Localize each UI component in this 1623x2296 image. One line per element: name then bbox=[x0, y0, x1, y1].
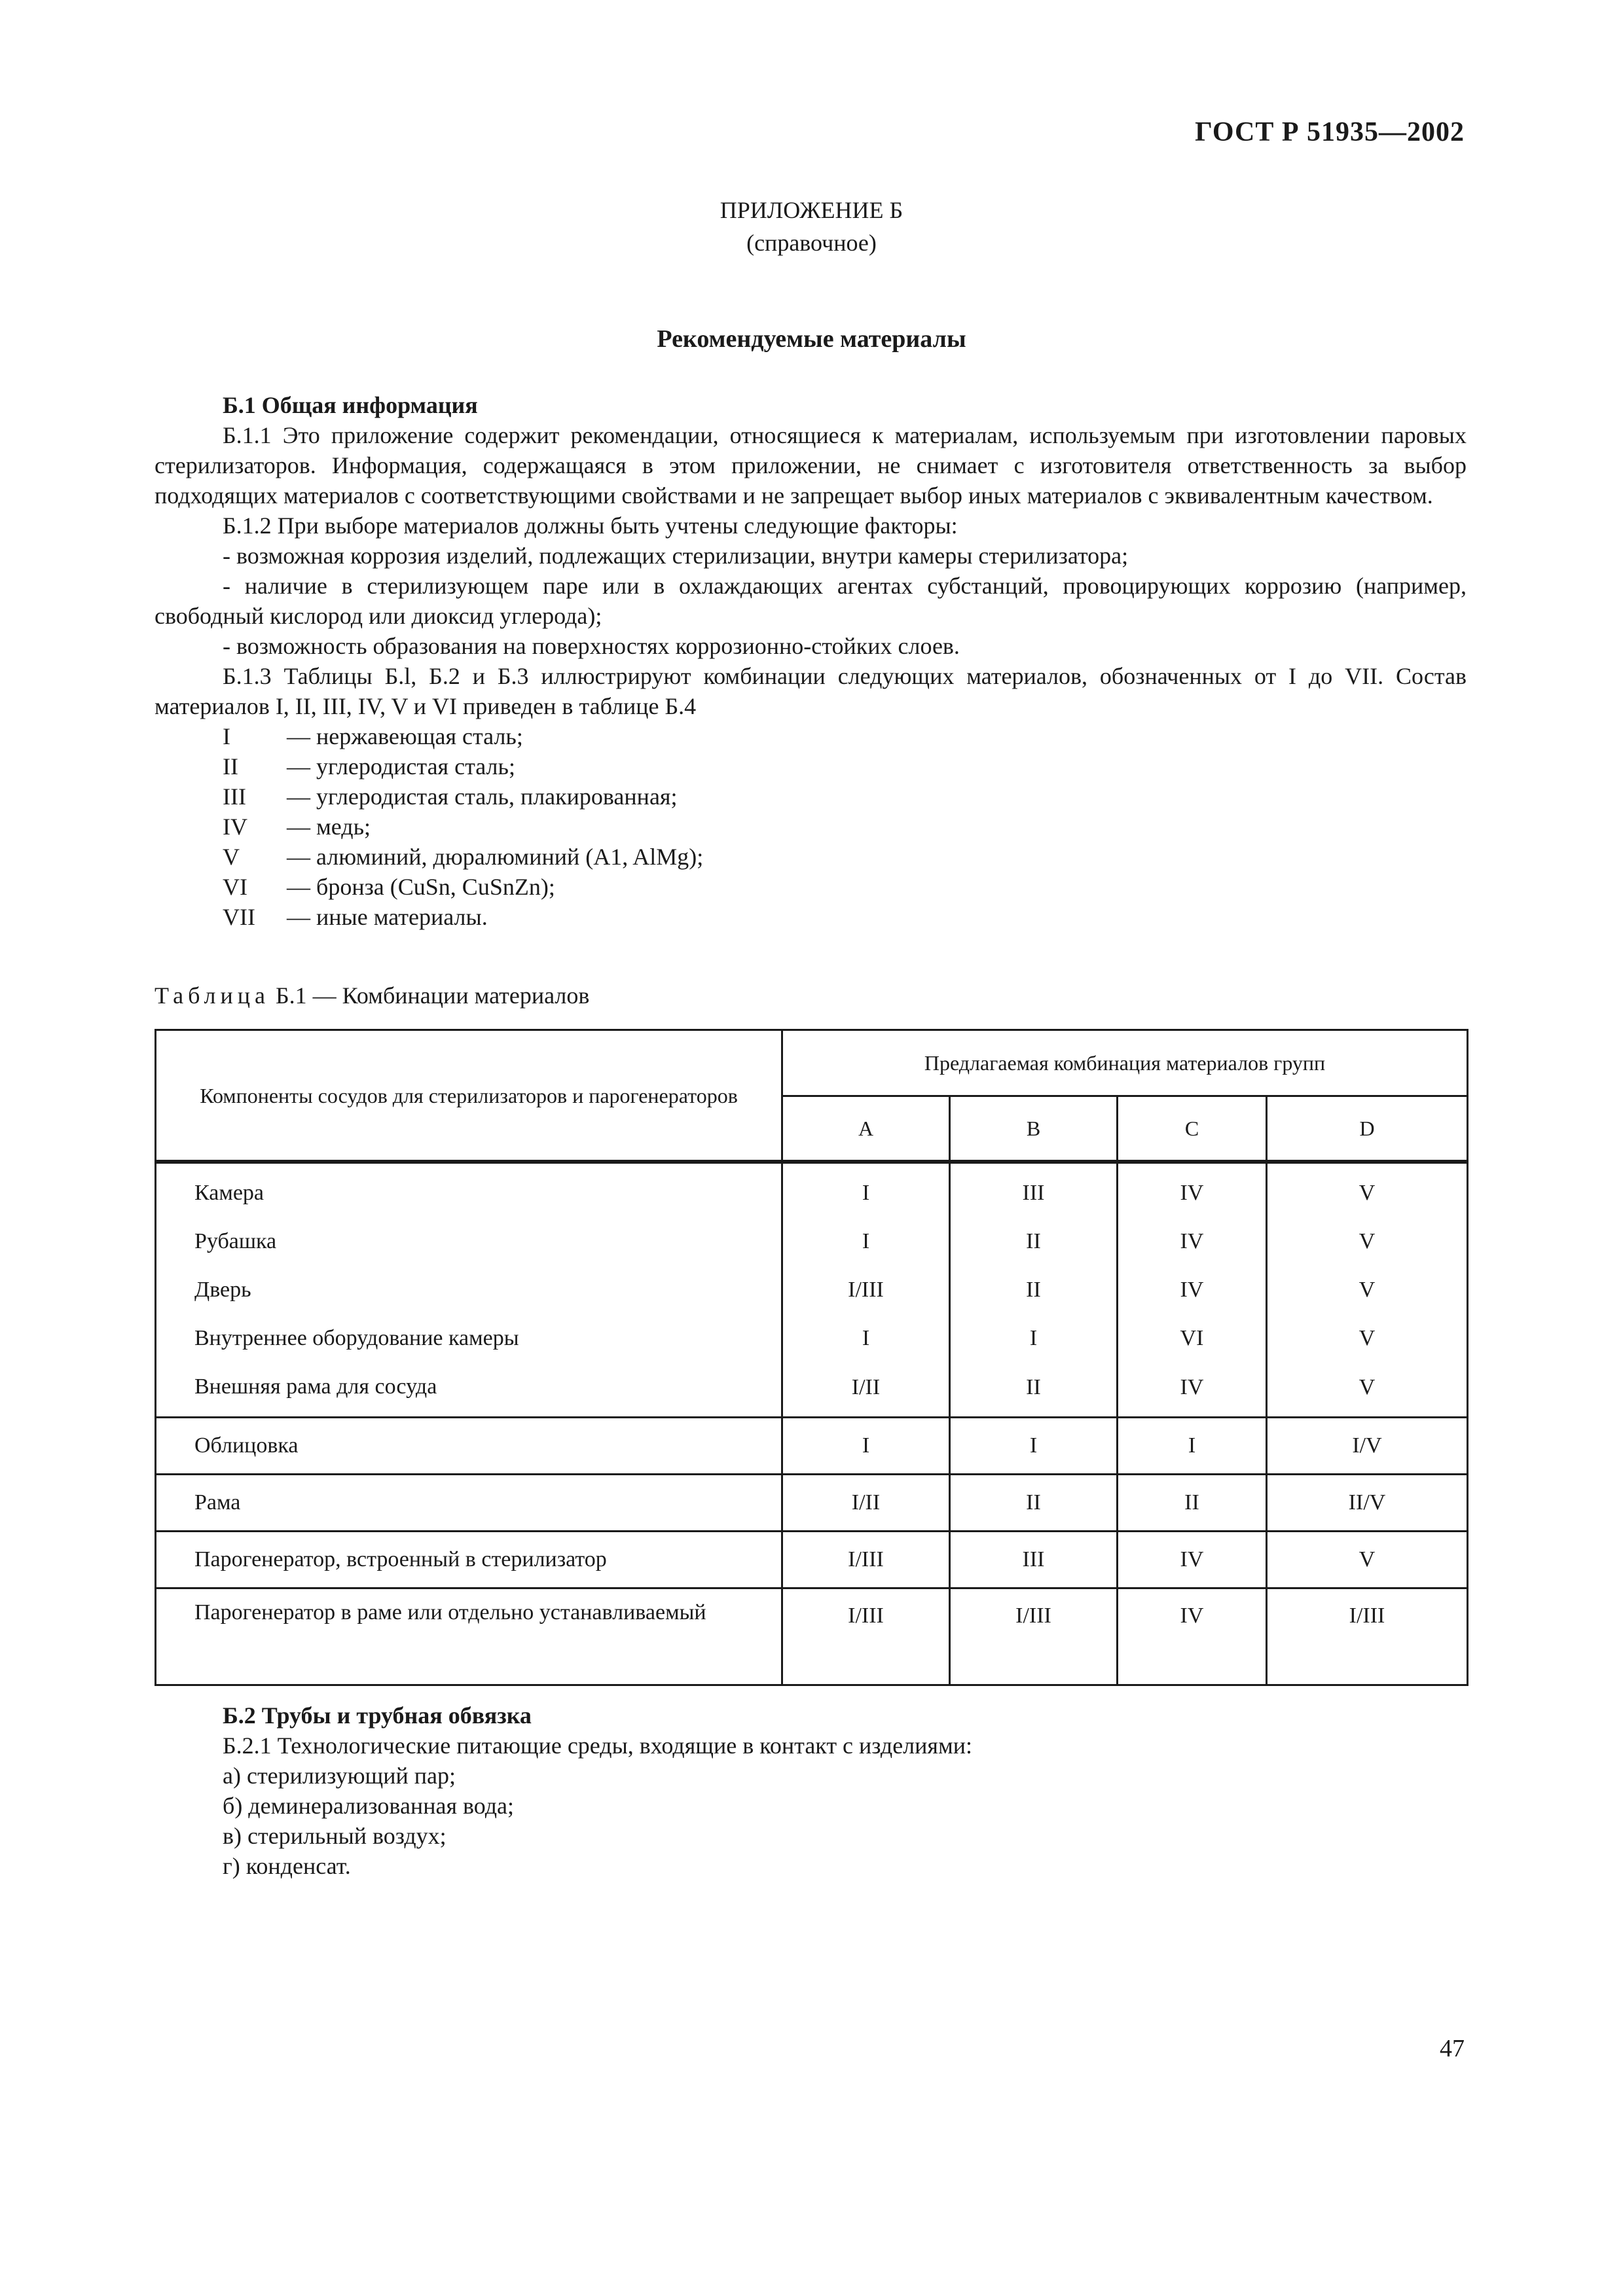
value-cell: I bbox=[950, 1418, 1118, 1475]
value-cell: II/V bbox=[1267, 1475, 1468, 1532]
material-number: VII bbox=[223, 904, 255, 930]
value-cell: III bbox=[950, 1532, 1118, 1588]
factor-item: - наличие в стерилизующем паре или в охлаждающих агентах субстанций, провоцирующих коррозию (например, свободный кислород или диоксид углерода); bbox=[155, 573, 1467, 629]
value-cell: I bbox=[782, 1162, 950, 1217]
value-cell: I/III bbox=[1267, 1588, 1468, 1685]
column-header-groups: Предлагаемая комбинация материалов групп bbox=[782, 1030, 1468, 1096]
materials-list bbox=[155, 721, 1467, 932]
material-description: — нержавеющая сталь; bbox=[287, 723, 523, 749]
value-cell: I bbox=[950, 1314, 1118, 1363]
materials-combination-table bbox=[155, 1029, 1468, 1686]
material-description: — медь; bbox=[287, 814, 371, 840]
paragraph-b21: Б.2.1 Технологические питающие среды, входящие в контакт с изделиями: bbox=[223, 1732, 973, 1759]
table-row bbox=[156, 1217, 1468, 1266]
value-cell: V bbox=[1267, 1217, 1468, 1266]
value-cell: II bbox=[950, 1266, 1118, 1314]
component-cell: Камера bbox=[156, 1162, 782, 1217]
material-item bbox=[155, 781, 1467, 812]
material-number: VI bbox=[223, 874, 247, 900]
component-cell: Рубашка bbox=[156, 1217, 782, 1266]
table-row bbox=[156, 1532, 1468, 1588]
material-number: V bbox=[223, 844, 240, 870]
value-cell: IV bbox=[1118, 1363, 1267, 1418]
value-cell: IV bbox=[1118, 1266, 1267, 1314]
material-item bbox=[155, 812, 1467, 842]
group-header-c: C bbox=[1118, 1096, 1267, 1162]
section-pipes bbox=[155, 1700, 1467, 1881]
medium-item: б) деминерализованная вода; bbox=[223, 1793, 515, 1819]
table-row bbox=[156, 1475, 1468, 1532]
section-title: Б.1 Общая информация bbox=[223, 392, 478, 418]
standard-number: ГОСТ Р 51935—2002 bbox=[1195, 117, 1465, 147]
material-number: I bbox=[223, 723, 230, 749]
material-item bbox=[155, 842, 1467, 872]
value-cell: II bbox=[1118, 1475, 1267, 1532]
table-row bbox=[156, 1314, 1468, 1363]
value-cell: VI bbox=[1118, 1314, 1267, 1363]
material-description: — бронза (CuSn, CuSnZn); bbox=[287, 874, 555, 900]
table-row bbox=[156, 1266, 1468, 1314]
value-cell: IV bbox=[1118, 1588, 1267, 1685]
value-cell: II bbox=[950, 1217, 1118, 1266]
material-description: — иные материалы. bbox=[287, 904, 488, 930]
component-cell: Внутреннее оборудование камеры bbox=[156, 1314, 782, 1363]
material-number: IV bbox=[223, 814, 247, 840]
value-cell: I bbox=[782, 1217, 950, 1266]
value-cell: V bbox=[1267, 1266, 1468, 1314]
table-row bbox=[156, 1418, 1468, 1475]
value-cell: I/II bbox=[782, 1363, 950, 1418]
medium-item: в) стерильный воздух; bbox=[223, 1823, 447, 1849]
component-cell: Парогенератор, встроенный в стерилизатор bbox=[156, 1532, 782, 1588]
component-cell: Облицовка bbox=[156, 1418, 782, 1475]
material-description: — углеродистая сталь, плакированная; bbox=[287, 783, 678, 810]
factor-item: - возможность образования на поверхностях коррозионно-стойких слоев. bbox=[223, 633, 960, 659]
value-cell: I/III bbox=[950, 1588, 1118, 1685]
value-cell: II bbox=[950, 1475, 1118, 1532]
material-description: — алюминий, дюралюминий (A1, AlMg); bbox=[287, 844, 704, 870]
material-item bbox=[155, 721, 1467, 751]
material-number: III bbox=[223, 783, 246, 810]
value-cell: III bbox=[950, 1162, 1118, 1217]
value-cell: I/III bbox=[782, 1588, 950, 1685]
value-cell: I/V bbox=[1267, 1418, 1468, 1475]
document-heading: Рекомендуемые материалы bbox=[657, 325, 966, 353]
appendix-subtitle: (справочное) bbox=[746, 230, 877, 256]
value-cell: V bbox=[1267, 1532, 1468, 1588]
group-header-b: B bbox=[950, 1096, 1118, 1162]
medium-item: а) стерилизующий пар; bbox=[223, 1763, 456, 1789]
value-cell: V bbox=[1267, 1162, 1468, 1217]
value-cell: II bbox=[950, 1363, 1118, 1418]
value-cell: I/III bbox=[782, 1266, 950, 1314]
value-cell: I/III bbox=[782, 1532, 950, 1588]
material-number: II bbox=[223, 753, 238, 780]
value-cell: I bbox=[782, 1314, 950, 1363]
component-cell: Внешняя рама для сосуда bbox=[156, 1363, 782, 1418]
value-cell: IV bbox=[1118, 1532, 1267, 1588]
component-cell: Рама bbox=[156, 1475, 782, 1532]
value-cell: I bbox=[1118, 1418, 1267, 1475]
table-row bbox=[156, 1162, 1468, 1217]
paragraph-b12: Б.1.2 При выборе материалов должны быть учтены следующие факторы: bbox=[223, 512, 958, 539]
material-item bbox=[155, 902, 1467, 932]
value-cell: V bbox=[1267, 1314, 1468, 1363]
paragraph-b11: Б.1.1 Это приложение содержит рекомендации, относящиеся к материалам, используемым при изготовлении паровых стерилизаторов. Информация, содержащаяся в этом приложении, не снимает с изготовителя ответственность за выбор подходящих материалов с соответствующими свойствами и не запрещает выбор иных материалов с эквивалентным качеством. bbox=[155, 422, 1467, 509]
table-caption-text: Б.1 — Комбинации материалов bbox=[269, 982, 590, 1009]
column-header-component: Компоненты сосудов для стерилизаторов и парогенераторов bbox=[156, 1030, 782, 1162]
material-item bbox=[155, 872, 1467, 902]
table-row bbox=[156, 1588, 1468, 1685]
value-cell: I/II bbox=[782, 1475, 950, 1532]
medium-item: г) конденсат. bbox=[223, 1853, 351, 1879]
table-row bbox=[156, 1363, 1468, 1418]
value-cell: IV bbox=[1118, 1162, 1267, 1217]
material-item bbox=[155, 751, 1467, 781]
appendix-title: ПРИЛОЖЕНИЕ Б bbox=[720, 197, 903, 223]
value-cell: IV bbox=[1118, 1217, 1267, 1266]
section-general-info bbox=[155, 390, 1467, 932]
group-header-a: A bbox=[782, 1096, 950, 1162]
component-cell: Дверь bbox=[156, 1266, 782, 1314]
value-cell: I bbox=[782, 1418, 950, 1475]
paragraph-b13: Б.1.3 Таблицы Б.l, Б.2 и Б.3 иллюстрируют комбинации следующих материалов, обозначенных от I до VII. Состав материалов I, II, III, IV, V и VI приведен в таблице Б.4 bbox=[155, 663, 1467, 719]
value-cell: V bbox=[1267, 1363, 1468, 1418]
table-caption-label: Таблица bbox=[155, 982, 270, 1009]
materials-table-block bbox=[155, 980, 1467, 1686]
table-caption bbox=[155, 980, 1467, 1011]
component-cell: Парогенератор в раме или отдельно устанавливаемый bbox=[156, 1588, 782, 1685]
page-number: 47 bbox=[1440, 2035, 1465, 2062]
section-title: Б.2 Трубы и трубная обвязка bbox=[223, 1702, 532, 1729]
group-header-d: D bbox=[1267, 1096, 1468, 1162]
factor-item: - возможная коррозия изделий, подлежащих стерилизации, внутри камеры стерилизатора; bbox=[223, 543, 1129, 569]
material-description: — углеродистая сталь; bbox=[287, 753, 515, 780]
